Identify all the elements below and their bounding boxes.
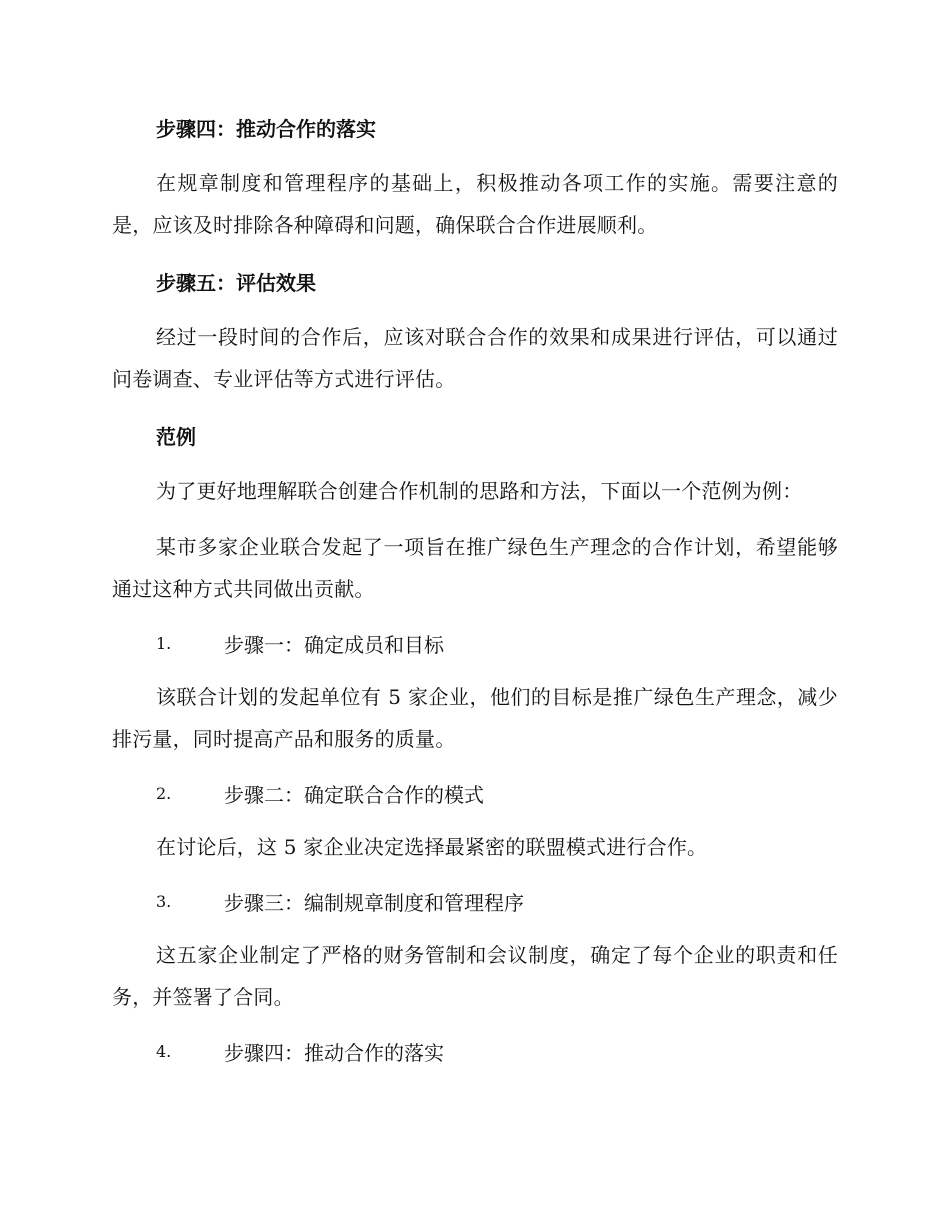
paragraph-step-four: 在规章制度和管理程序的基础上，积极推动各项工作的实施。需要注意的是，应该及时排除各种障碍和问题，确保联合合作进展顺利。: [112, 171, 838, 237]
list-number: 2.: [156, 783, 172, 803]
list-number: 4.: [156, 1041, 172, 1061]
list-label: 步骤二：确定联合合作的模式: [224, 782, 484, 807]
paragraph-step-one-body: 该联合计划的发起单位有 5 家企业，他们的目标是推广绿色生产理念，减少排污量，同时提高产品和服务的质量。: [112, 685, 838, 751]
heading-step-five: 步骤五：评估效果: [156, 271, 316, 295]
list-label: 步骤三：编制规章制度和管理程序: [224, 890, 524, 915]
paragraph-example-case: 某市多家企业联合发起了一项旨在推广绿色生产理念的合作计划，希望能够通过这种方式共同做出贡献。: [112, 535, 838, 601]
list-item-step-two: [112, 774, 838, 812]
list-label: 步骤四：推动合作的落实: [224, 1040, 444, 1065]
list-item-step-three: [112, 882, 838, 920]
paragraph-step-two-body: 在讨论后，这 5 家企业决定选择最紧密的联盟模式进行合作。: [156, 835, 708, 859]
list-label: 步骤一：确定成员和目标: [224, 632, 444, 657]
heading-example: 范例: [156, 425, 196, 449]
list-item-step-four: [112, 1032, 838, 1070]
list-number: 3.: [156, 891, 172, 911]
list-item-step-one: [112, 624, 838, 662]
heading-step-four: 步骤四：推动合作的落实: [156, 117, 376, 141]
paragraph-step-three-body: 这五家企业制定了严格的财务管制和会议制度，确定了每个企业的职责和任务，并签署了合同。: [112, 943, 838, 1009]
paragraph-step-five: 经过一段时间的合作后，应该对联合合作的效果和成果进行评估，可以通过问卷调查、专业评估等方式进行评估。: [112, 325, 838, 391]
list-number: 1.: [156, 633, 172, 653]
paragraph-example-intro: 为了更好地理解联合创建合作机制的思路和方法，下面以一个范例为例：: [156, 479, 803, 503]
